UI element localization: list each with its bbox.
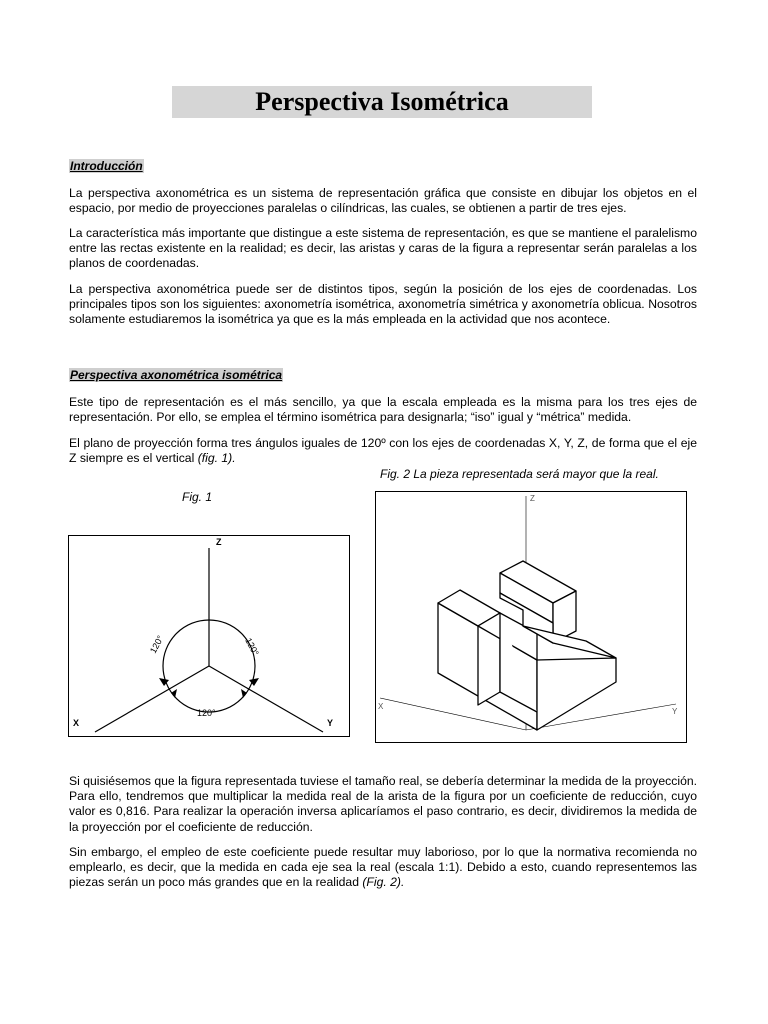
fig1-label-z: Z xyxy=(216,537,222,547)
fig1-angle-left: 120° xyxy=(147,633,166,655)
paragraph-iso-3: Si quisiésemos que la figura representada tuviese el tamaño real, se debería determinar la medida de la proyección. Para ello, tendremos que multiplicar la medida real de la arista de la figura por un coeficiente de reducción, cuyo valor es 0,816. Para realizar la operación inversa aplicaríamos el paso contrario, es decir, dividiremos la medida de la proyección por el coeficiente de reducción. xyxy=(69,774,698,834)
fig1-label-x: X xyxy=(73,718,80,728)
paragraph-iso-2-text: El plano de proyección forma tres ángulos iguales de 120º con los ejes de coordenadas X, Y, Z, de forma que el eje Z siempre es el vertical xyxy=(69,436,697,466)
fig1-label-y: Y xyxy=(327,718,334,728)
paragraph-iso-4-text: Sin embargo, el empleo de este coeficiente puede resultar muy laborioso, por lo que la normativa recomienda no emplearlo, es decir, que la medida en cada eje sea la real (escala 1:1). Debido a esto, cuando representemos las piezas serán un poco más grandes que en la realidad xyxy=(69,845,697,890)
fig2-isometric-piece xyxy=(375,491,687,743)
fig2-label-y: Y xyxy=(672,707,678,716)
fig1-svg xyxy=(69,536,349,736)
fig2-reference: (Fig. 2). xyxy=(362,875,405,890)
fig1-arrowhead-bottom-right xyxy=(241,689,247,698)
paragraph-iso-4 xyxy=(69,845,697,891)
fig1-arrowhead-bottom-left xyxy=(171,689,177,698)
fig1-angle-right: 120° xyxy=(243,636,261,658)
fig2-label-x: X xyxy=(378,702,384,711)
fig1-axis-x xyxy=(95,666,209,732)
fig1-axis-y xyxy=(209,666,323,732)
fig2-caption: Fig. 2 La pieza representada será mayor que la real. xyxy=(380,467,659,481)
paragraph-intro-1: La perspectiva axonométrica es un sistema de representación gráfica que consiste en dibujar los objetos en el espacio, por medio de proyecciones paralelas o cilíndricas, las cuales, se obtienen a partir de tres ejes. xyxy=(69,186,697,216)
paragraph-iso-2 xyxy=(69,436,697,466)
paragraph-iso-1: Este tipo de representación es el más sencillo, ya que la escala empleada es la misma para los tres ejes de representación. Por ello, se emplea el término isométrica para designarla; “iso” igual y “métrica” medida. xyxy=(69,395,697,425)
title-bar xyxy=(172,86,592,118)
fig2-svg xyxy=(376,492,686,742)
fig1-axes-diagram xyxy=(68,535,350,737)
fig2-front-right-face xyxy=(537,658,616,730)
fig1-reference: (fig. 1). xyxy=(197,451,236,466)
fig2-label-z: Z xyxy=(530,494,535,503)
paragraph-intro-2: La característica más importante que distingue a este sistema de representación, es que se mantiene el paralelismo entre las rectas existente en la realidad; es decir, las aristas y caras de la figura a representar serán paralelas a los planos de coordenadas. xyxy=(69,226,697,271)
section-heading-isometrica: Perspectiva axonométrica isométrica xyxy=(70,368,283,382)
fig1-angle-bottom: 120° xyxy=(197,708,216,718)
paragraph-intro-3: La perspectiva axonométrica puede ser de distintos tipos, según la posición de los ejes de coordenadas. Los principales tipos son los siguientes: axonometría isométrica, axonometría simétrica y axonometría oblicua. Nosotros solamente estudiaremos la isométrica ya que es la más empleada en la actividad que nos acontece. xyxy=(69,282,697,327)
page-title: Perspectiva Isométrica xyxy=(255,87,509,116)
section-heading-introduccion: Introducción xyxy=(70,159,143,173)
fig1-caption: Fig. 1 xyxy=(182,490,213,504)
